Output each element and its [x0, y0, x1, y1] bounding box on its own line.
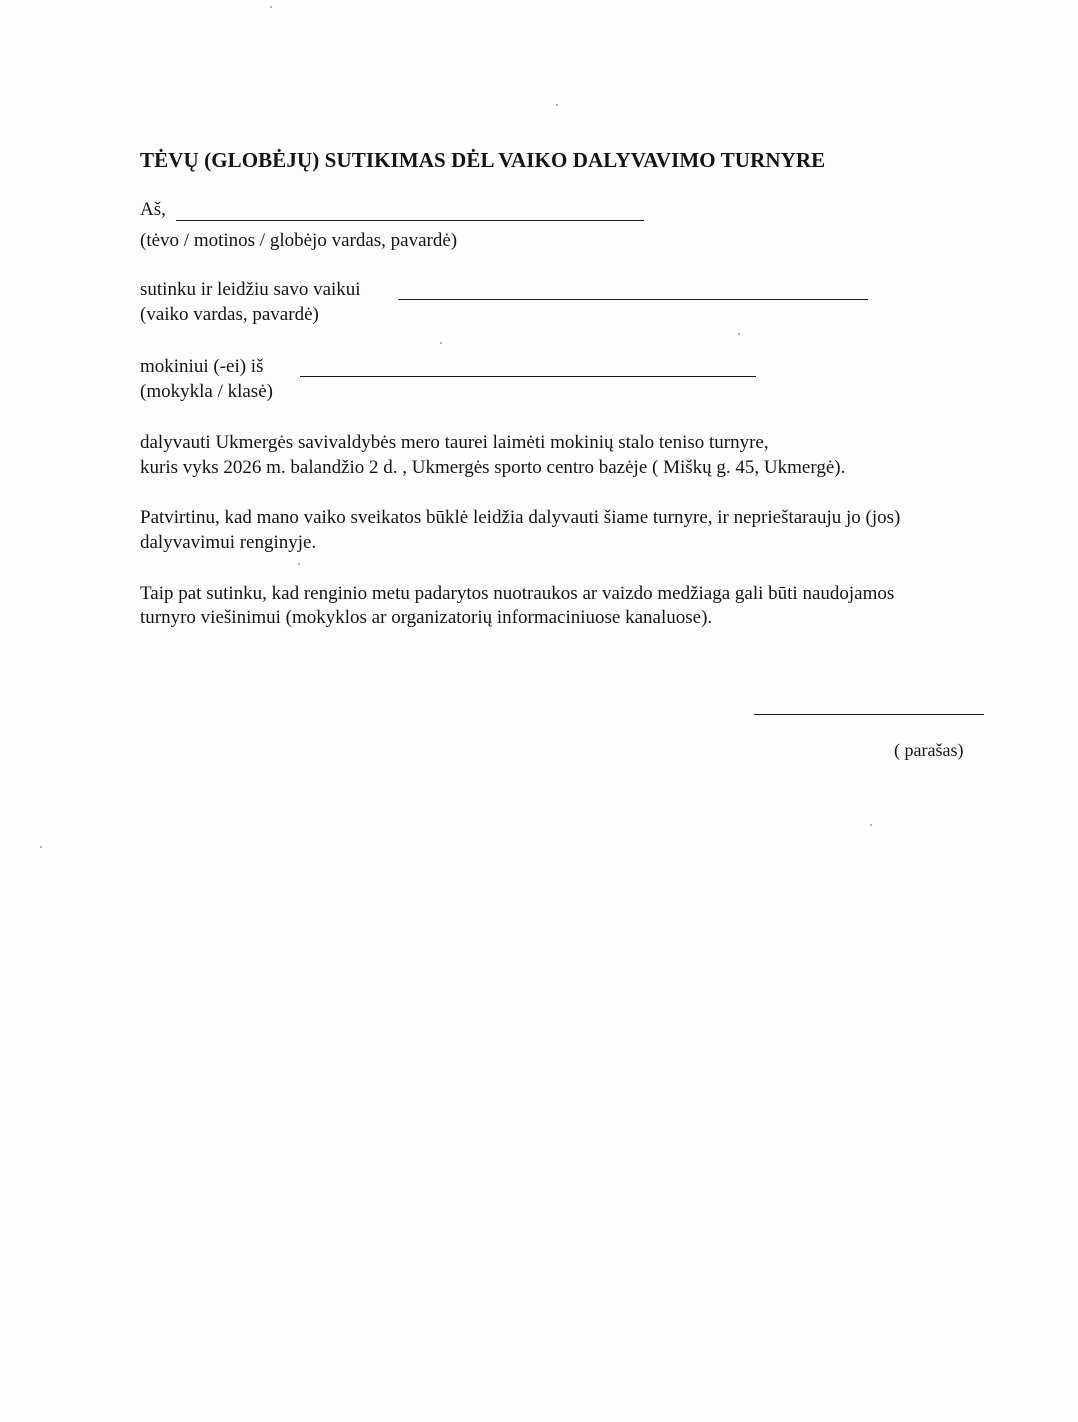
parent-name-field[interactable] [176, 220, 644, 221]
parent-name-label: Aš, [140, 199, 166, 220]
scan-speck [738, 333, 740, 335]
scan-speck [870, 824, 872, 826]
paragraph-2-line-2: dalyvavimui renginyje. [140, 532, 317, 553]
school-caption: (mokykla / klasė) [140, 381, 273, 402]
child-name-field[interactable] [398, 299, 868, 300]
school-class-field[interactable] [300, 376, 756, 377]
paragraph-3-line-1: Taip pat sutinku, kad renginio metu padarytos nuotraukos ar vaizdo medžiaga gali būti naudojamos [140, 583, 895, 604]
scan-speck [440, 342, 442, 344]
signature-caption: ( parašas) [894, 740, 964, 760]
scan-speck [556, 104, 558, 106]
child-name-label: sutinku ir leidžiu savo vaikui [140, 279, 361, 300]
paragraph-2-line-1: Patvirtinu, kad mano vaiko sveikatos būklė leidžia dalyvauti šiame turnyre, ir neprieštarauju jo (jos) [140, 507, 901, 528]
paragraph-1-line-1: dalyvauti Ukmergės savivaldybės mero taurei laimėti mokinių stalo teniso turnyre, [140, 432, 769, 453]
paragraph-1-line-2: kuris vyks 2026 m. balandžio 2 d. , Ukmergės sporto centro bazėje ( Miškų g. 45, Ukmergė). [140, 457, 846, 478]
scan-speck [298, 563, 300, 565]
signature-field[interactable] [754, 714, 984, 715]
school-label: mokiniui (-ei) iš [140, 356, 264, 377]
paragraph-3-line-2: turnyro viešinimui (mokyklos ar organizatorių informaciniuose kanaluose). [140, 607, 713, 628]
child-name-caption: (vaiko vardas, pavardė) [140, 304, 319, 325]
scan-speck [270, 6, 272, 8]
scan-speck [40, 846, 42, 848]
parent-name-caption: (tėvo / motinos / globėjo vardas, pavardė) [140, 230, 458, 251]
document-title: TĖVŲ (GLOBĖJŲ) SUTIKIMAS DĖL VAIKO DALYVAVIMO TURNYRE [140, 148, 826, 172]
